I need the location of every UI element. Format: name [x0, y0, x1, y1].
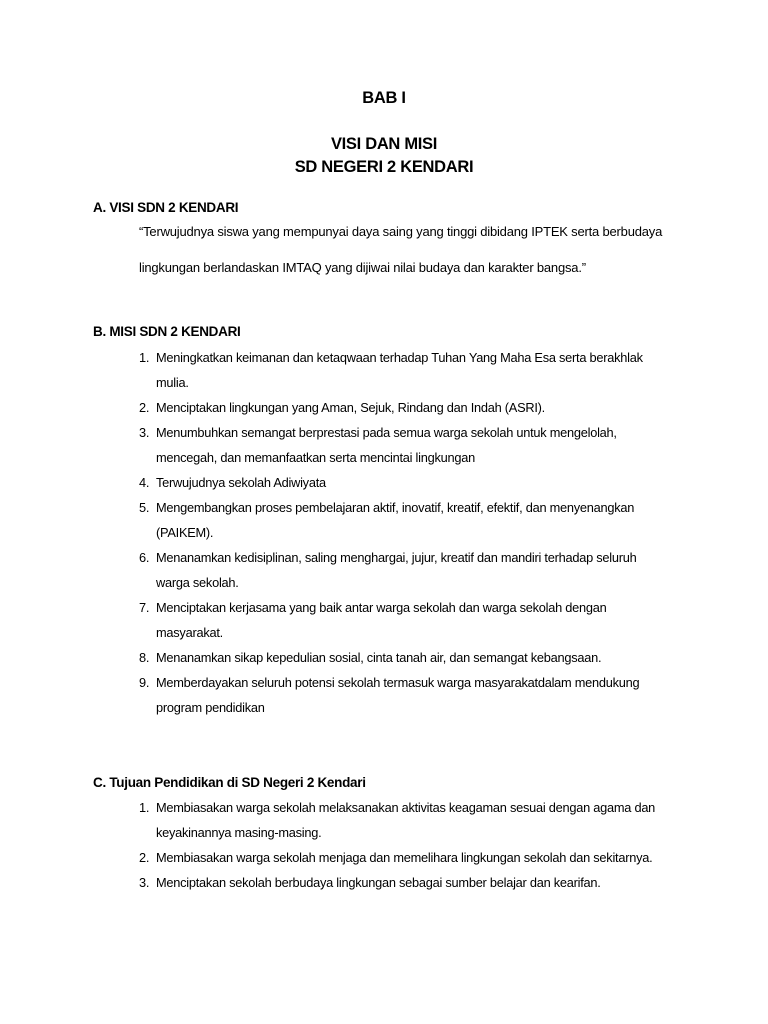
list-item [139, 545, 636, 595]
list-item-text: Menciptakan kerjasama yang baik antar warga sekolah dan warga sekolah dengan [156, 600, 607, 615]
list-item [139, 345, 643, 395]
list-item-text-continued: keyakinannya masing-masing. [156, 825, 322, 840]
list-item-number: 1. [139, 350, 150, 365]
chapter-heading: BAB I [362, 89, 406, 107]
list-item [139, 795, 655, 845]
visi-text-line-2: lingkungan berlandaskan IMTAQ yang dijiwai nilai budaya dan karakter bangsa.” [139, 260, 586, 275]
list-item-number: 2. [139, 400, 150, 415]
list-item-text: Terwujudnya sekolah Adiwiyata [156, 475, 326, 490]
list-item-text-continued: (PAIKEM). [156, 525, 214, 540]
list-item [139, 870, 601, 895]
visi-text-line-1: “Terwujudnya siswa yang mempunyai daya saing yang tinggi dibidang IPTEK serta berbudaya [139, 224, 663, 239]
section-tujuan-title: C. Tujuan Pendidikan di SD Negeri 2 Kendari [93, 775, 366, 790]
list-item-text: Meningkatkan keimanan dan ketaqwaan terhadap Tuhan Yang Maha Esa serta berakhlak [156, 350, 643, 365]
list-item [139, 495, 634, 545]
list-item-number: 6. [139, 550, 150, 565]
list-item-text: Memberdayakan seluruh potensi sekolah termasuk warga masyarakatdalam mendukung [156, 675, 640, 690]
list-item-text: Menumbuhkan semangat berprestasi pada semua warga sekolah untuk mengelolah, [156, 425, 617, 440]
list-item [139, 645, 601, 670]
list-item-text: Membiasakan warga sekolah melaksanakan aktivitas keagaman sesuai dengan agama dan [156, 800, 656, 815]
list-item-text-continued: program pendidikan [156, 700, 265, 715]
list-item-number: 5. [139, 500, 150, 515]
document-subtitle: SD NEGERI 2 KENDARI [294, 158, 474, 176]
document-title: VISI DAN MISI [330, 135, 438, 153]
list-item-text-continued: masyarakat. [156, 625, 223, 640]
list-item-number: 4. [139, 475, 150, 490]
list-item-text: Membiasakan warga sekolah menjaga dan memelihara lingkungan sekolah dan sekitarnya. [156, 850, 653, 865]
list-item-number: 2. [139, 850, 150, 865]
list-item-text: Menciptakan lingkungan yang Aman, Sejuk, Rindang dan Indah (ASRI). [156, 400, 545, 415]
section-misi-title: B. MISI SDN 2 KENDARI [93, 324, 241, 339]
list-item-text: Menanamkan kedisiplinan, saling menghargai, jujur, kreatif dan mandiri terhadap seluruh [156, 550, 637, 565]
list-item-text: Menciptakan sekolah berbudaya lingkungan sebagai sumber belajar dan kearifan. [156, 875, 601, 890]
list-item-number: 9. [139, 675, 150, 690]
list-item-number: 8. [139, 650, 150, 665]
list-item-text: Mengembangkan proses pembelajaran aktif, inovatif, kreatif, efektif, dan menyenangkan [156, 500, 635, 515]
list-item-text-continued: mencegah, dan memanfaatkan serta mencintai lingkungan [156, 450, 475, 465]
list-item-text: Menanamkan sikap kepedulian sosial, cinta tanah air, dan semangat kebangsaan. [156, 650, 602, 665]
list-item [139, 395, 545, 420]
list-item [139, 470, 326, 495]
section-visi-title: A. VISI SDN 2 KENDARI [93, 200, 239, 215]
list-item [139, 595, 607, 645]
list-item-number: 1. [139, 800, 150, 815]
list-item-text-continued: warga sekolah. [156, 575, 239, 590]
list-item-number: 3. [139, 425, 150, 440]
list-item-text-continued: mulia. [156, 375, 189, 390]
list-item [139, 845, 652, 870]
list-item [139, 420, 617, 470]
list-item [139, 670, 639, 720]
list-item-number: 7. [139, 600, 150, 615]
list-item-number: 3. [139, 875, 150, 890]
